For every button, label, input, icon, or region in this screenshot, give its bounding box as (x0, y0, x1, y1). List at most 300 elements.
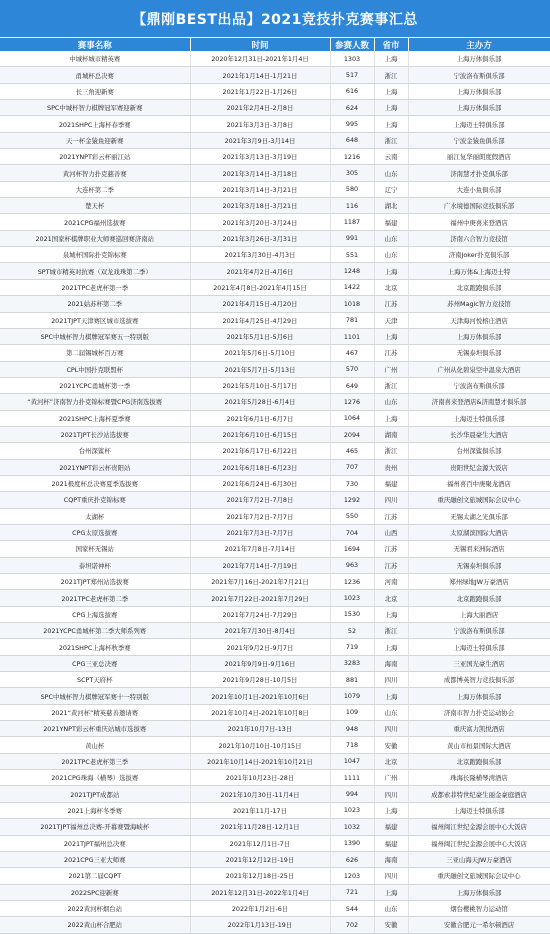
entrants-cell: 616 (330, 83, 374, 99)
time-cell: 2021年7月24日-7月29日 (190, 606, 330, 622)
province-cell: 福建 (374, 819, 408, 835)
province-cell: 湖南 (374, 426, 408, 442)
time-cell: 2021年4月2日-4月6日 (190, 263, 330, 279)
time-cell: 2021年10月10日-10月15日 (190, 737, 330, 753)
event-name-cell: 台州深鲨杯 (0, 443, 190, 459)
table-row (0, 655, 550, 671)
table-row (0, 590, 550, 606)
organizer-cell: 福州喜百中庚聚龙酒店 (408, 475, 550, 491)
entrants-cell: 550 (330, 508, 374, 524)
event-name-cell: SPC中城杯智力棋牌冠军赛五一特别版 (0, 328, 190, 344)
organizer-cell: 上海万体俱乐部 (408, 51, 550, 67)
province-cell: 山东 (374, 394, 408, 410)
province-cell: 四川 (374, 721, 408, 737)
event-name-cell: 2021YNPT彩云杯贵阳站 (0, 459, 190, 475)
time-cell: 2021年3月3日-3月8日 (190, 116, 330, 132)
organizer-cell: 太原湖滨国际大酒店 (408, 524, 550, 540)
table-row (0, 247, 550, 263)
province-cell: 江苏 (374, 508, 408, 524)
time-cell: 2021年3月14日-3月18日 (190, 165, 330, 181)
province-cell: 辽宁 (374, 181, 408, 197)
event-name-cell: 2022黄河杯烟台站 (0, 900, 190, 916)
province-cell: 福建 (374, 214, 408, 230)
organizer-cell: 上海万体俱乐部 (408, 328, 550, 344)
province-cell: 山东 (374, 165, 408, 181)
entrants-cell: 719 (330, 639, 374, 655)
organizer-cell: 长沙华晨豪生大酒店 (408, 426, 550, 442)
province-cell: 天津 (374, 312, 408, 328)
province-cell: 河南 (374, 574, 408, 590)
organizer-cell: 宁波金猿鱼俱乐部 (408, 132, 550, 148)
table-row (0, 802, 550, 818)
tournament-table (0, 38, 550, 934)
entrants-cell: 707 (330, 459, 374, 475)
time-cell: 2021年7月22日-2021年7月29日 (190, 590, 330, 606)
organizer-cell: 无锡泰坦俱乐部 (408, 345, 550, 361)
table-row (0, 524, 550, 540)
event-name-cell: 2021CPG福州选拔赛 (0, 214, 190, 230)
event-name-cell: SPC中城杯智力棋牌冠军赛十一特别版 (0, 688, 190, 704)
province-cell: 浙江 (374, 623, 408, 639)
time-cell: 2022年1月13日-19日 (190, 917, 330, 933)
entrants-cell: 704 (330, 524, 374, 540)
organizer-cell: 重庆融创文旅城国际会议中心 (408, 868, 550, 884)
table-row (0, 116, 550, 132)
entrants-cell: 1236 (330, 574, 374, 590)
table-body (0, 51, 550, 933)
entrants-cell: 116 (330, 198, 374, 214)
table-row (0, 819, 550, 835)
province-cell: 上海 (374, 410, 408, 426)
entrants-cell: 2094 (330, 426, 374, 442)
event-name-cell: 2021TJPT福州总决赛 (0, 835, 190, 851)
event-name-cell: 2021TPC老虎杯第二季 (0, 590, 190, 606)
entrants-cell: 721 (330, 884, 374, 900)
table-row (0, 394, 550, 410)
table-row (0, 410, 550, 426)
event-name-cell: 第二届锡城杯百万赛 (0, 345, 190, 361)
table-row (0, 721, 550, 737)
province-cell: 福建 (374, 475, 408, 491)
province-cell: 四川 (374, 672, 408, 688)
organizer-cell: 上海万体俱乐部 (408, 83, 550, 99)
entrants-cell: 1216 (330, 149, 374, 165)
organizer-cell: 上海迈士特俱乐部 (408, 639, 550, 655)
entrants-cell: 626 (330, 851, 374, 867)
table-row (0, 51, 550, 67)
time-cell: 2021年12月18日-25日 (190, 868, 330, 884)
entrants-cell: 991 (330, 230, 374, 246)
entrants-cell: 1018 (330, 296, 374, 312)
time-cell: 2021年5月6日-5月10日 (190, 345, 330, 361)
province-cell: 云南 (374, 149, 408, 165)
time-cell: 2021年7月2日-7月8日 (190, 492, 330, 508)
time-cell: 2021年12月1日-7日 (190, 835, 330, 851)
organizer-cell: 上海大丽酒店 (408, 606, 550, 622)
province-cell: 北京 (374, 590, 408, 606)
table-header-row (0, 38, 550, 51)
table-row (0, 149, 550, 165)
organizer-cell: 北京跑跑俱乐部 (408, 753, 550, 769)
event-name-cell: CPG太原选拔赛 (0, 524, 190, 540)
table-row (0, 672, 550, 688)
time-cell: 2021年3月9日-3月14日 (190, 132, 330, 148)
table-row (0, 557, 550, 573)
time-cell: 2021年4月8日-2021年4月15日 (190, 279, 330, 295)
time-cell: 2021年12月12日-19日 (190, 851, 330, 867)
province-cell: 安徽 (374, 917, 408, 933)
time-cell: 2021年11月28日-12月1日 (190, 819, 330, 835)
province-cell: 山西 (374, 524, 408, 540)
organizer-cell: 宁波洛布斯俱乐部 (408, 67, 550, 83)
time-cell: 2021年4月25日-4月29日 (190, 312, 330, 328)
organizer-cell: 广州从化碧泉空中温泉大酒店 (408, 361, 550, 377)
province-cell: 四川 (374, 868, 408, 884)
time-cell: 2021年6月24日-6月30日 (190, 475, 330, 491)
time-cell: 2021年11月-17日 (190, 802, 330, 818)
organizer-cell: 台州深鲨俱乐部 (408, 443, 550, 459)
entrants-cell: 465 (330, 443, 374, 459)
province-cell: 山东 (374, 900, 408, 916)
entrants-cell: 1203 (330, 868, 374, 884)
province-cell: 上海 (374, 328, 408, 344)
table-row (0, 900, 550, 916)
time-cell: 2021年10月7日-13日 (190, 721, 330, 737)
table-row (0, 296, 550, 312)
event-name-cell: 2021TJPT郑州站选拔赛 (0, 574, 190, 590)
table-row (0, 214, 550, 230)
event-name-cell: 2021SHPC上海杯夏季赛 (0, 410, 190, 426)
page-title: 【鼎刚BEST出品】2021竞技扑克赛事汇总 (0, 0, 550, 38)
organizer-cell: 贵阳世纪金源大饭店 (408, 459, 550, 475)
header-organizer: 主办方 (408, 38, 550, 51)
time-cell: 2021年9月9日-9月16日 (190, 655, 330, 671)
province-cell: 上海 (374, 639, 408, 655)
event-name-cell: 2021TPC老虎杯第一季 (0, 279, 190, 295)
event-name-cell: 2021TPC老虎杯第三季 (0, 753, 190, 769)
table-row (0, 851, 550, 867)
time-cell: 2021年9月28日-10月5日 (190, 672, 330, 688)
entrants-cell: 963 (330, 557, 374, 573)
event-name-cell: 国家杯无锡站 (0, 541, 190, 557)
entrants-cell: 544 (330, 900, 374, 916)
event-name-cell: 楚天杯 (0, 198, 190, 214)
event-name-cell: 泰坦诺神杯 (0, 557, 190, 573)
time-cell: 2021年7月2日-7月7日 (190, 508, 330, 524)
organizer-cell: 无锡君来洲际酒店 (408, 541, 550, 557)
time-cell: 2021年2月4日-2月8日 (190, 100, 330, 116)
time-cell: 2021年7月8日-7月14日 (190, 541, 330, 557)
entrants-cell: 730 (330, 475, 374, 491)
province-cell: 广州 (374, 361, 408, 377)
organizer-cell: 成都索菲特世纪豪生丽金豪庭酒店 (408, 786, 550, 802)
organizer-cell: 上海迈士特俱乐部 (408, 410, 550, 426)
organizer-cell: 福州闽江世纪金源会展中心大饭店 (408, 835, 550, 851)
event-name-cell: CPG上海选拔赛 (0, 606, 190, 622)
event-name-cell: 2022黄山杯合肥站 (0, 917, 190, 933)
time-cell: 2021年5月10日-5月17日 (190, 377, 330, 393)
event-name-cell: 泉城杯国际扑克锦标赛 (0, 247, 190, 263)
time-cell: 2021年10月1日-2021年10月6日 (190, 688, 330, 704)
entrants-cell: 881 (330, 672, 374, 688)
organizer-cell: 珠海长隆横琴湾酒店 (408, 770, 550, 786)
organizer-cell: 广水境德国际竞技俱乐部 (408, 198, 550, 214)
event-name-cell: 2021TJPT天津赛区城市选拔赛 (0, 312, 190, 328)
time-cell: 2021年6月18日-6月23日 (190, 459, 330, 475)
province-cell: 山东 (374, 230, 408, 246)
organizer-cell: 济南Joker扑克俱乐部 (408, 247, 550, 263)
event-name-cell: 2021国家杯棋牌职业大师赛巡回赛济南站 (0, 230, 190, 246)
table-row (0, 639, 550, 655)
header-entrants: 参赛人数 (330, 38, 374, 51)
time-cell: 2021年6月10日-6月15日 (190, 426, 330, 442)
table-row (0, 443, 550, 459)
entrants-cell: 948 (330, 721, 374, 737)
province-cell: 江苏 (374, 541, 408, 557)
entrants-cell: 1292 (330, 492, 374, 508)
entrants-cell: 994 (330, 786, 374, 802)
entrants-cell: 467 (330, 345, 374, 361)
event-name-cell: 甬城杯总决赛 (0, 67, 190, 83)
table-row (0, 623, 550, 639)
organizer-cell: 济南市智力扑克运动协会 (408, 704, 550, 720)
table-row (0, 426, 550, 442)
table-row (0, 181, 550, 197)
time-cell: 2021年7月14日-7月19日 (190, 557, 330, 573)
entrants-cell: 649 (330, 377, 374, 393)
event-name-cell: SPT城市精英对抗赛（双龙戏珠第二季） (0, 263, 190, 279)
organizer-cell: 无锡泰坦俱乐部 (408, 557, 550, 573)
event-name-cell: 2021TJPT福州总决赛-开幕赛暨海峡杯 (0, 819, 190, 835)
event-name-cell: 2021CPG珠海（横琴）选拔赛 (0, 770, 190, 786)
entrants-cell: 1101 (330, 328, 374, 344)
entrants-cell: 702 (330, 917, 374, 933)
organizer-cell: 黄山市桓景国际大酒店 (408, 737, 550, 753)
time-cell: 2021年10月14日-2021年10月21日 (190, 753, 330, 769)
time-cell: 2021年6月1日-6月7日 (190, 410, 330, 426)
province-cell: 江苏 (374, 345, 408, 361)
organizer-cell: 济南喜来登酒店&济南慧才俱乐部 (408, 394, 550, 410)
entrants-cell: 580 (330, 181, 374, 197)
entrants-cell: 305 (330, 165, 374, 181)
province-cell: 上海 (374, 51, 408, 67)
event-name-cell: CPL中国扑克联盟杯 (0, 361, 190, 377)
time-cell: 2021年5月1日-5月6日 (190, 328, 330, 344)
event-name-cell: 黄山杯 (0, 737, 190, 753)
time-cell: 2021年4月15日-4月20日 (190, 296, 330, 312)
table-row (0, 606, 550, 622)
time-cell: 2021年5月7日-5月13日 (190, 361, 330, 377)
entrants-cell: 52 (330, 623, 374, 639)
time-cell: 2021年7月3日-7月7日 (190, 524, 330, 540)
event-name-cell: 2021SHPC上海杯春季赛 (0, 116, 190, 132)
entrants-cell: 570 (330, 361, 374, 377)
province-cell: 广州 (374, 770, 408, 786)
province-cell: 安徽 (374, 737, 408, 753)
event-name-cell: 2021YCPC甬城杯第二季大师系列赛 (0, 623, 190, 639)
province-cell: 江苏 (374, 557, 408, 573)
table-row (0, 868, 550, 884)
event-name-cell: 2022SPC迎新赛 (0, 884, 190, 900)
province-cell: 四川 (374, 786, 408, 802)
time-cell: 2021年12月31日-2022年1月4日 (190, 884, 330, 900)
organizer-cell: 济南六合智力竞技馆 (408, 230, 550, 246)
table-row (0, 508, 550, 524)
table-row (0, 737, 550, 753)
table-row (0, 198, 550, 214)
time-cell: 2022年1月2日-6日 (190, 900, 330, 916)
province-cell: 上海 (374, 263, 408, 279)
entrants-cell: 3283 (330, 655, 374, 671)
organizer-cell: 济南慧才扑克俱乐部 (408, 165, 550, 181)
event-name-cell: 黄河杯智力扑克慈善赛 (0, 165, 190, 181)
entrants-cell: 1023 (330, 590, 374, 606)
header-time: 时间 (190, 38, 330, 51)
province-cell: 四川 (374, 492, 408, 508)
province-cell: 江苏 (374, 296, 408, 312)
time-cell: 2021年10月30日-11月4日 (190, 786, 330, 802)
table-row (0, 361, 550, 377)
event-name-cell: 2021极度杯总决赛夏季选拔赛 (0, 475, 190, 491)
organizer-cell: 三亚国光豪生酒店 (408, 655, 550, 671)
entrants-cell: 718 (330, 737, 374, 753)
organizer-cell: 重庆融创文旅城国际会议中心 (408, 492, 550, 508)
table-row (0, 492, 550, 508)
table-row (0, 230, 550, 246)
province-cell: 湖北 (374, 198, 408, 214)
time-cell: 2021年7月30日-8月4日 (190, 623, 330, 639)
event-name-cell: 大连杯第二季 (0, 181, 190, 197)
province-cell: 上海 (374, 83, 408, 99)
header-province: 省市 (374, 38, 408, 51)
table-row (0, 377, 550, 393)
organizer-cell: 无锡太湖之光俱乐部 (408, 508, 550, 524)
event-name-cell: SCPT天府杯 (0, 672, 190, 688)
table-row (0, 132, 550, 148)
entrants-cell: 1023 (330, 802, 374, 818)
province-cell: 浙江 (374, 443, 408, 459)
event-name-cell: 2021YCPC甬城杯第一季 (0, 377, 190, 393)
entrants-cell: 109 (330, 704, 374, 720)
time-cell: 2021年1月14日-1月21日 (190, 67, 330, 83)
table-row (0, 165, 550, 181)
table-row (0, 279, 550, 295)
event-name-cell: 2021SHPC上海杯秋季赛 (0, 639, 190, 655)
time-cell: 2021年10月23日-28日 (190, 770, 330, 786)
table-row (0, 770, 550, 786)
organizer-cell: 大连小鱼俱乐部 (408, 181, 550, 197)
organizer-cell: 上海迈士特俱乐部 (408, 116, 550, 132)
event-name-cell: 2021TJPT长沙站选拔赛 (0, 426, 190, 442)
organizer-cell: 福州中庚喜来登酒店 (408, 214, 550, 230)
entrants-cell: 781 (330, 312, 374, 328)
province-cell: 上海 (374, 116, 408, 132)
organizer-cell: 上海迈士特俱乐部 (408, 802, 550, 818)
table-row (0, 67, 550, 83)
time-cell: 2021年3月14日-3月21日 (190, 181, 330, 197)
entrants-cell: 624 (330, 100, 374, 116)
event-name-cell: “黄河杯”济南智力扑克锦标赛暨CPG济南选拔赛 (0, 394, 190, 410)
entrants-cell: 1111 (330, 770, 374, 786)
event-name-cell: 长三角迎新赛 (0, 83, 190, 99)
entrants-cell: 1079 (330, 688, 374, 704)
province-cell: 山东 (374, 704, 408, 720)
time-cell: 2021年9月2日-9月7日 (190, 639, 330, 655)
province-cell: 上海 (374, 606, 408, 622)
entrants-cell: 1276 (330, 394, 374, 410)
time-cell: 2021年6月17日-6月22日 (190, 443, 330, 459)
header-event-name: 赛事名称 (0, 38, 190, 51)
time-cell: 2021年3月18日-3月21日 (190, 198, 330, 214)
organizer-cell: 安徽合肥元一希尔顿酒店 (408, 917, 550, 933)
organizer-cell: 北京跑跑俱乐部 (408, 279, 550, 295)
organizer-cell: 上海万体&上海迈士特 (408, 263, 550, 279)
province-cell: 上海 (374, 884, 408, 900)
time-cell: 2021年3月30日-4月3日 (190, 247, 330, 263)
organizer-cell: 上海万体俱乐部 (408, 884, 550, 900)
table-row (0, 704, 550, 720)
event-name-cell: 太湖杯 (0, 508, 190, 524)
event-name-cell: 2021YNPT彩云杯重庆站城市选拔赛 (0, 721, 190, 737)
time-cell: 2021年7月16日-2021年7月21日 (190, 574, 330, 590)
province-cell: 浙江 (374, 132, 408, 148)
event-name-cell: 2021姑苏杯第二季 (0, 296, 190, 312)
province-cell: 福建 (374, 835, 408, 851)
province-cell: 北京 (374, 753, 408, 769)
entrants-cell: 1047 (330, 753, 374, 769)
table-row (0, 541, 550, 557)
table-row (0, 328, 550, 344)
province-cell: 海南 (374, 655, 408, 671)
entrants-cell: 1064 (330, 410, 374, 426)
event-name-cell: CPG三亚总决赛 (0, 655, 190, 671)
entrants-cell: 551 (330, 247, 374, 263)
table-row (0, 100, 550, 116)
entrants-cell: 1694 (330, 541, 374, 557)
organizer-cell: 烟台樱桃智力运动馆 (408, 900, 550, 916)
entrants-cell: 1248 (330, 263, 374, 279)
organizer-cell: 北京跑跑俱乐部 (408, 590, 550, 606)
entrants-cell: 995 (330, 116, 374, 132)
province-cell: 贵州 (374, 459, 408, 475)
time-cell: 2021年3月13日-3月19日 (190, 149, 330, 165)
time-cell: 2021年3月20日-3月24日 (190, 214, 330, 230)
province-cell: 上海 (374, 802, 408, 818)
table-row (0, 475, 550, 491)
table-row (0, 835, 550, 851)
table-row (0, 459, 550, 475)
organizer-cell: 丽江复华丽朗度假酒店 (408, 149, 550, 165)
entrants-cell: 1530 (330, 606, 374, 622)
entrants-cell: 1032 (330, 819, 374, 835)
time-cell: 2020年12月31日-2021年1月4日 (190, 51, 330, 67)
event-name-cell: 2021YNPT彩云杯丽江站 (0, 149, 190, 165)
event-name-cell: 2021TJPT成都站 (0, 786, 190, 802)
table-row (0, 884, 550, 900)
province-cell: 浙江 (374, 67, 408, 83)
entrants-cell: 648 (330, 132, 374, 148)
province-cell: 北京 (374, 279, 408, 295)
time-cell: 2021年3月26日-3月31日 (190, 230, 330, 246)
event-name-cell: SPC中城杯智力棋牌冠军赛迎新赛 (0, 100, 190, 116)
time-cell: 2021年1月22日-1月26日 (190, 83, 330, 99)
event-name-cell: 2021第二届CQPT (0, 868, 190, 884)
table-row (0, 786, 550, 802)
time-cell: 2021年5月28日-6月4日 (190, 394, 330, 410)
entrants-cell: 1422 (330, 279, 374, 295)
event-name-cell: 中城杯城市精英赛 (0, 51, 190, 67)
table-row (0, 917, 550, 933)
